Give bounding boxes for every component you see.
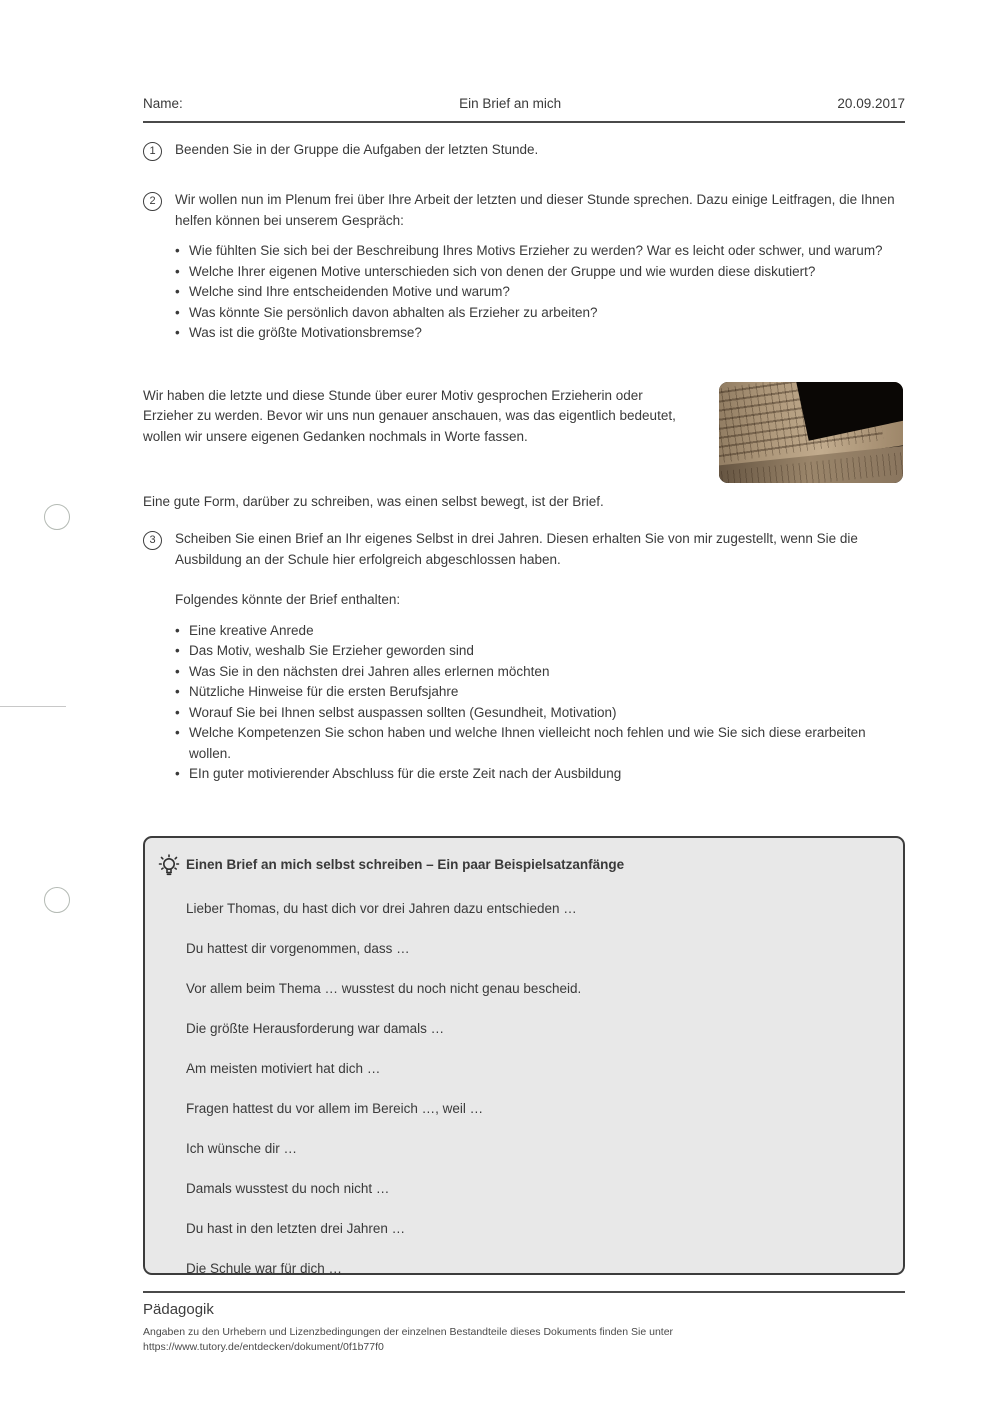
task-3-subtitle: Folgendes könnte der Brief enthalten:	[175, 592, 401, 608]
list-item: • Worauf Sie bei Ihnen selbst auspassen sollten (Gesundheit, Motivation)	[175, 703, 905, 724]
task-1-text: Beenden Sie in der Gruppe die Aufgaben der letzten Stunde.	[175, 142, 539, 157]
example-sentences-box	[143, 836, 905, 1275]
brief-paragraph: Eine gute Form, darüber zu schreiben, was einen selbst bewegt, ist der Brief.	[143, 493, 604, 509]
example-sentence: Am meisten motiviert hat dich …	[186, 1060, 381, 1076]
header-rule	[143, 121, 905, 123]
list-item: • Wie fühlten Sie sich bei der Beschreibung Ihres Motivs Erzieher zu werden? War es leicht oder schwer, und warum?	[175, 241, 905, 262]
task-3-bullet-list	[175, 621, 905, 785]
license-note	[143, 1325, 905, 1355]
list-item: • Welche Ihrer eigenen Motive unterschieden sich von denen der Gruppe und wie wurden diese diskutiert?	[175, 262, 905, 283]
motiv-paragraph-row	[143, 386, 905, 487]
motiv-paragraph: Wir haben die letzte und diese Stunde über eurer Motiv gesprochen Erzieherin oder Erzieher zu werden. Bevor wir uns nun genauer anschauen, was das eigentlich bedeutet, wollen wir unsere eigenen Gedanken nochmals in Worte fassen.	[143, 387, 676, 444]
name-label: Name:	[143, 96, 183, 111]
task-2-number-badge: 2	[143, 192, 162, 211]
example-sentence: Du hattest dir vorgenommen, dass …	[186, 940, 410, 956]
example-sentence: Fragen hattest du vor allem im Bereich …, weil …	[186, 1100, 484, 1116]
example-sentence: Du hast in den letzten drei Jahren …	[186, 1220, 406, 1236]
task-2	[143, 190, 905, 231]
license-url: https://www.tutory.de/entdecken/dokument/0f1b77f0	[143, 1340, 384, 1353]
date-label: 20.09.2017	[837, 96, 905, 111]
task-2-text: Wir wollen nun im Plenum frei über Ihre Arbeit der letzten und dieser Stunde sprechen. Dazu einige Leitfragen, die Ihnen helfen können bei unserem Gespräch:	[175, 192, 895, 228]
page-header	[143, 96, 905, 111]
example-sentence: Lieber Thomas, du hast dich vor drei Jahren dazu entschieden …	[186, 900, 577, 916]
lightbulb-icon	[156, 853, 182, 879]
task-3-text: Scheiben Sie einen Brief an Ihr eigenes Selbst in drei Jahren. Diesen erhalten Sie von mir zugestellt, wenn Sie die Ausbildung an der Schule hier erfolgreich abgeschlossen haben.	[175, 531, 858, 567]
example-sentence: Ich wünsche dir …	[186, 1140, 298, 1156]
list-item: • Welche Kompetenzen Sie schon haben und welche Ihnen vielleicht noch fehlen und wie Sie sich diese erarbeiten wollen.	[175, 723, 905, 764]
list-item: • Eine kreative Anrede	[175, 621, 905, 642]
list-item: • EIn guter motivierender Abschluss für die erste Zeit nach der Ausbildung	[175, 764, 905, 785]
fold-mark	[0, 706, 66, 707]
page-title: Ein Brief an mich	[459, 96, 562, 111]
task-2-bullet-list	[175, 241, 905, 344]
page-content	[143, 96, 905, 1355]
punch-hole-mark-top	[44, 504, 70, 530]
list-item: • Das Motiv, weshalb Sie Erzieher geworden sind	[175, 641, 905, 662]
task-3-number-badge: 3	[143, 531, 162, 550]
list-item: • Was Sie in den nächsten drei Jahren alles erlernen möchten	[175, 662, 905, 683]
task-3	[143, 529, 905, 570]
footer-rule	[143, 1291, 905, 1293]
punch-hole-mark-bottom	[44, 887, 70, 913]
list-item: • Welche sind Ihre entscheidenden Motive und warum?	[175, 282, 905, 303]
example-sentence: Damals wusstest du noch nicht …	[186, 1180, 390, 1196]
subject-label: Pädagogik	[143, 1300, 214, 1318]
example-sentence: Vor allem beim Thema … wusstest du noch nicht genau bescheid.	[186, 980, 582, 996]
list-item: • Was ist die größte Motivationsbremse?	[175, 323, 905, 344]
license-text: Angaben zu den Urhebern und Lizenzbedingungen der einzelnen Bestandteile dieses Dokuments finden Sie unter	[143, 1325, 674, 1338]
old-letter-photo	[719, 382, 903, 483]
list-item: • Nützliche Hinweise für die ersten Berufsjahre	[175, 682, 905, 703]
example-sentence: Die Schule war für dich …	[186, 1260, 343, 1275]
task-1-number-badge: 1	[143, 142, 162, 161]
task-1	[143, 140, 905, 161]
example-box-title: Einen Brief an mich selbst schreiben – Ein paar Beispielsatzanfänge	[186, 856, 625, 872]
list-item: • Was könnte Sie persönlich davon abhalten als Erzieher zu arbeiten?	[175, 303, 905, 324]
example-sentence: Die größte Herausforderung war damals …	[186, 1020, 445, 1036]
